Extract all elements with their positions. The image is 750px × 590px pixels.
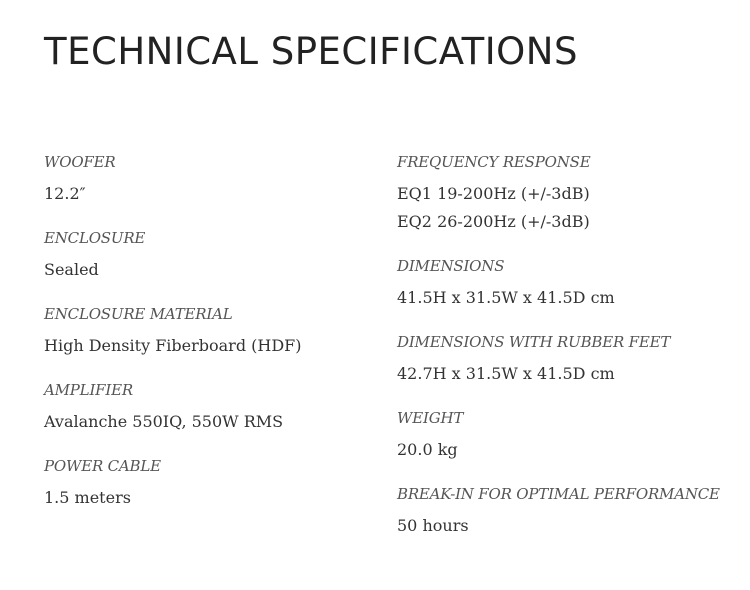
spec-value: Sealed <box>44 260 99 279</box>
spec-label: ENCLOSURE MATERIAL <box>44 305 233 323</box>
spec-weight <box>397 408 737 464</box>
spec-value: Avalanche 550IQ, 550W RMS <box>44 412 284 431</box>
spec-break-in <box>397 484 737 540</box>
specs-left-column <box>44 152 384 532</box>
spec-enclosure <box>44 228 384 284</box>
spec-label: POWER CABLE <box>44 457 161 475</box>
spec-label: BREAK-IN FOR OPTIMAL PERFORMANCE <box>397 485 720 503</box>
spec-value: High Density Fiberboard (HDF) <box>44 336 302 355</box>
spec-power-cable <box>44 456 384 512</box>
page-title: TECHNICAL SPECIFICATIONS <box>44 30 578 73</box>
spec-value: 50 hours <box>397 516 469 535</box>
spec-value: 42.7H x 31.5W x 41.5D cm <box>397 364 615 383</box>
spec-enclosure-material <box>44 304 384 360</box>
spec-dimensions <box>397 256 737 312</box>
spec-label: ENCLOSURE <box>44 229 146 247</box>
spec-label: AMPLIFIER <box>44 381 133 399</box>
spec-value: 20.0 kg <box>397 440 458 459</box>
spec-dimensions-with-rubber-feet <box>397 332 737 388</box>
spec-label: WEIGHT <box>397 409 464 427</box>
spec-label: FREQUENCY RESPONSE <box>397 153 591 171</box>
spec-value: EQ2 26-200Hz (+/-3dB) <box>397 212 590 231</box>
spec-woofer <box>44 152 384 208</box>
spec-label: WOOFER <box>44 153 116 171</box>
specs-right-column <box>397 152 737 560</box>
spec-value: 1.5 meters <box>44 488 131 507</box>
spec-frequency-response <box>397 152 737 236</box>
spec-value: 41.5H x 31.5W x 41.5D cm <box>397 288 615 307</box>
spec-amplifier <box>44 380 384 436</box>
spec-value: 12.2″ <box>44 184 86 203</box>
spec-label: DIMENSIONS <box>397 257 505 275</box>
spec-label: DIMENSIONS WITH RUBBER FEET <box>397 333 671 351</box>
spec-value: EQ1 19-200Hz (+/-3dB) <box>397 184 590 203</box>
